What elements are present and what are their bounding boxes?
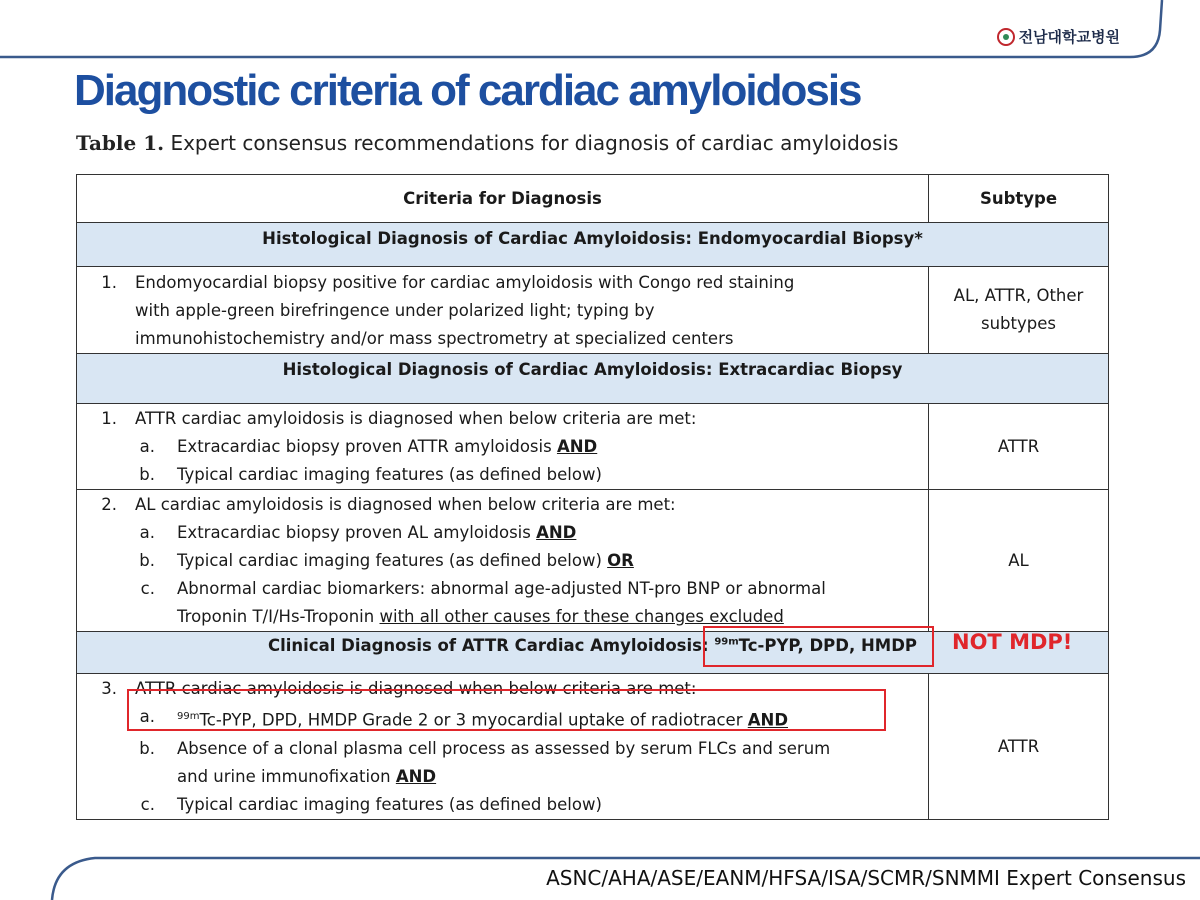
highlight-box-uptake [127, 689, 886, 731]
item-text [135, 269, 794, 353]
item-number: 1. [101, 273, 117, 292]
sub-item-letter: b. [139, 738, 155, 758]
sub-item [77, 791, 928, 819]
section-title-clinical: Clinical Diagnosis of ATTR Cardiac Amyloidosis: $^{99m}$Tc-PYP, DPD, HMDP [77, 632, 1109, 674]
hospital-logo-text: 전남대학교병원 [1018, 28, 1120, 46]
col-header-criteria: Criteria for Diagnosis [77, 175, 929, 223]
sub-item [77, 519, 928, 547]
source-footer: ASNC/AHA/ASE/EANM/HFSA/ISA/SCMR/SNMMI Expert Consensus [546, 866, 1186, 890]
sub-item-letter: c. [140, 794, 155, 814]
subtype-text: AL, ATTR, Other [953, 286, 1084, 305]
not-mdp-annotation: NOT MDP! [952, 630, 1073, 654]
item-text: ATTR cardiac amyloidosis is diagnosed when below criteria are met: [135, 679, 697, 698]
subtype-cell: ATTR [929, 674, 1109, 820]
sub-item [77, 735, 928, 791]
sub-item [77, 461, 928, 489]
hospital-seal-icon [997, 28, 1015, 46]
sub-item-text: Extracardiac biopsy proven ATTR amyloidosis AND [177, 437, 598, 456]
item-number: 2. [101, 495, 117, 514]
table-row [77, 490, 1109, 632]
table-caption-label: Table 1. [76, 131, 165, 155]
subtype-cell [929, 267, 1109, 354]
table-row [77, 267, 1109, 354]
subtype-cell: AL [929, 490, 1109, 632]
table-header-row [77, 175, 1109, 223]
item-line: Endomyocardial biopsy positive for cardiac amyloidosis with Congo red staining [135, 273, 795, 292]
table-caption-text: Expert consensus recommendations for diagnosis of cardiac amyloidosis [170, 131, 899, 155]
sub-item-letter: c. [140, 579, 155, 598]
item-text: AL cardiac amyloidosis is diagnosed when below criteria are met: [135, 495, 676, 514]
sub-item-text: Abnormal cardiac biomarkers: abnormal age-adjusted NT-pro BNP or abnormal Troponin T/I/Hs-Troponin with all other causes for these changes excluded [177, 579, 826, 626]
item-number: 1. [101, 409, 117, 428]
list-item [77, 405, 928, 433]
item-text: ATTR cardiac amyloidosis is diagnosed when below criteria are met: [135, 409, 697, 428]
item-line: immunohistochemistry and/or mass spectrometry at specialized centers [135, 329, 734, 348]
sub-item-text: $^{99m}$Tc-PYP, DPD, HMDP Grade 2 or 3 myocardial uptake of radiotracer AND [177, 710, 789, 730]
sub-item-letter: b. [139, 551, 155, 570]
item-number: 3. [101, 679, 117, 698]
item-line: with apple-green birefringence under polarized light; typing by [135, 301, 655, 320]
col-header-subtype: Subtype [929, 175, 1109, 223]
subtype-cell: ATTR [929, 404, 1109, 490]
section-row-endomyocardial [77, 223, 1109, 267]
sub-item [77, 575, 928, 631]
sub-item-text: Extracardiac biopsy proven AL amyloidosis AND [177, 523, 577, 542]
section-title-extracardiac: Histological Diagnosis of Cardiac Amyloidosis: Extracardiac Biopsy [77, 354, 1109, 404]
sub-item-letter: b. [139, 465, 155, 484]
hospital-logo [997, 26, 1120, 47]
sub-item-text: Typical cardiac imaging features (as defined below) OR [177, 551, 634, 570]
table-row [77, 404, 1109, 490]
page-title: Diagnostic criteria of cardiac amyloidosis [74, 66, 861, 115]
criteria-cell [77, 490, 929, 632]
table-caption [76, 131, 898, 155]
criteria-cell [77, 404, 929, 490]
sub-item-letter: a. [139, 523, 155, 542]
highlight-box-tracers [703, 626, 934, 667]
list-item [77, 491, 928, 519]
sub-item-text: Typical cardiac imaging features (as defined below) [177, 794, 602, 814]
sub-item-letter: a. [139, 707, 155, 726]
list-item [77, 269, 928, 353]
section-title-endomyocardial: Histological Diagnosis of Cardiac Amyloidosis: Endomyocardial Biopsy* [77, 223, 1109, 267]
sub-item-letter: a. [139, 437, 155, 456]
section-row-extracardiac [77, 354, 1109, 404]
sub-item-text: Typical cardiac imaging features (as defined below) [177, 465, 602, 484]
sub-item [77, 547, 928, 575]
sub-item-text: Absence of a clonal plasma cell process as assessed by serum FLCs and serum and urine immunofixation AND [177, 738, 831, 786]
sub-item [77, 433, 928, 461]
criteria-cell [77, 267, 929, 354]
subtype-text: subtypes [981, 314, 1056, 333]
